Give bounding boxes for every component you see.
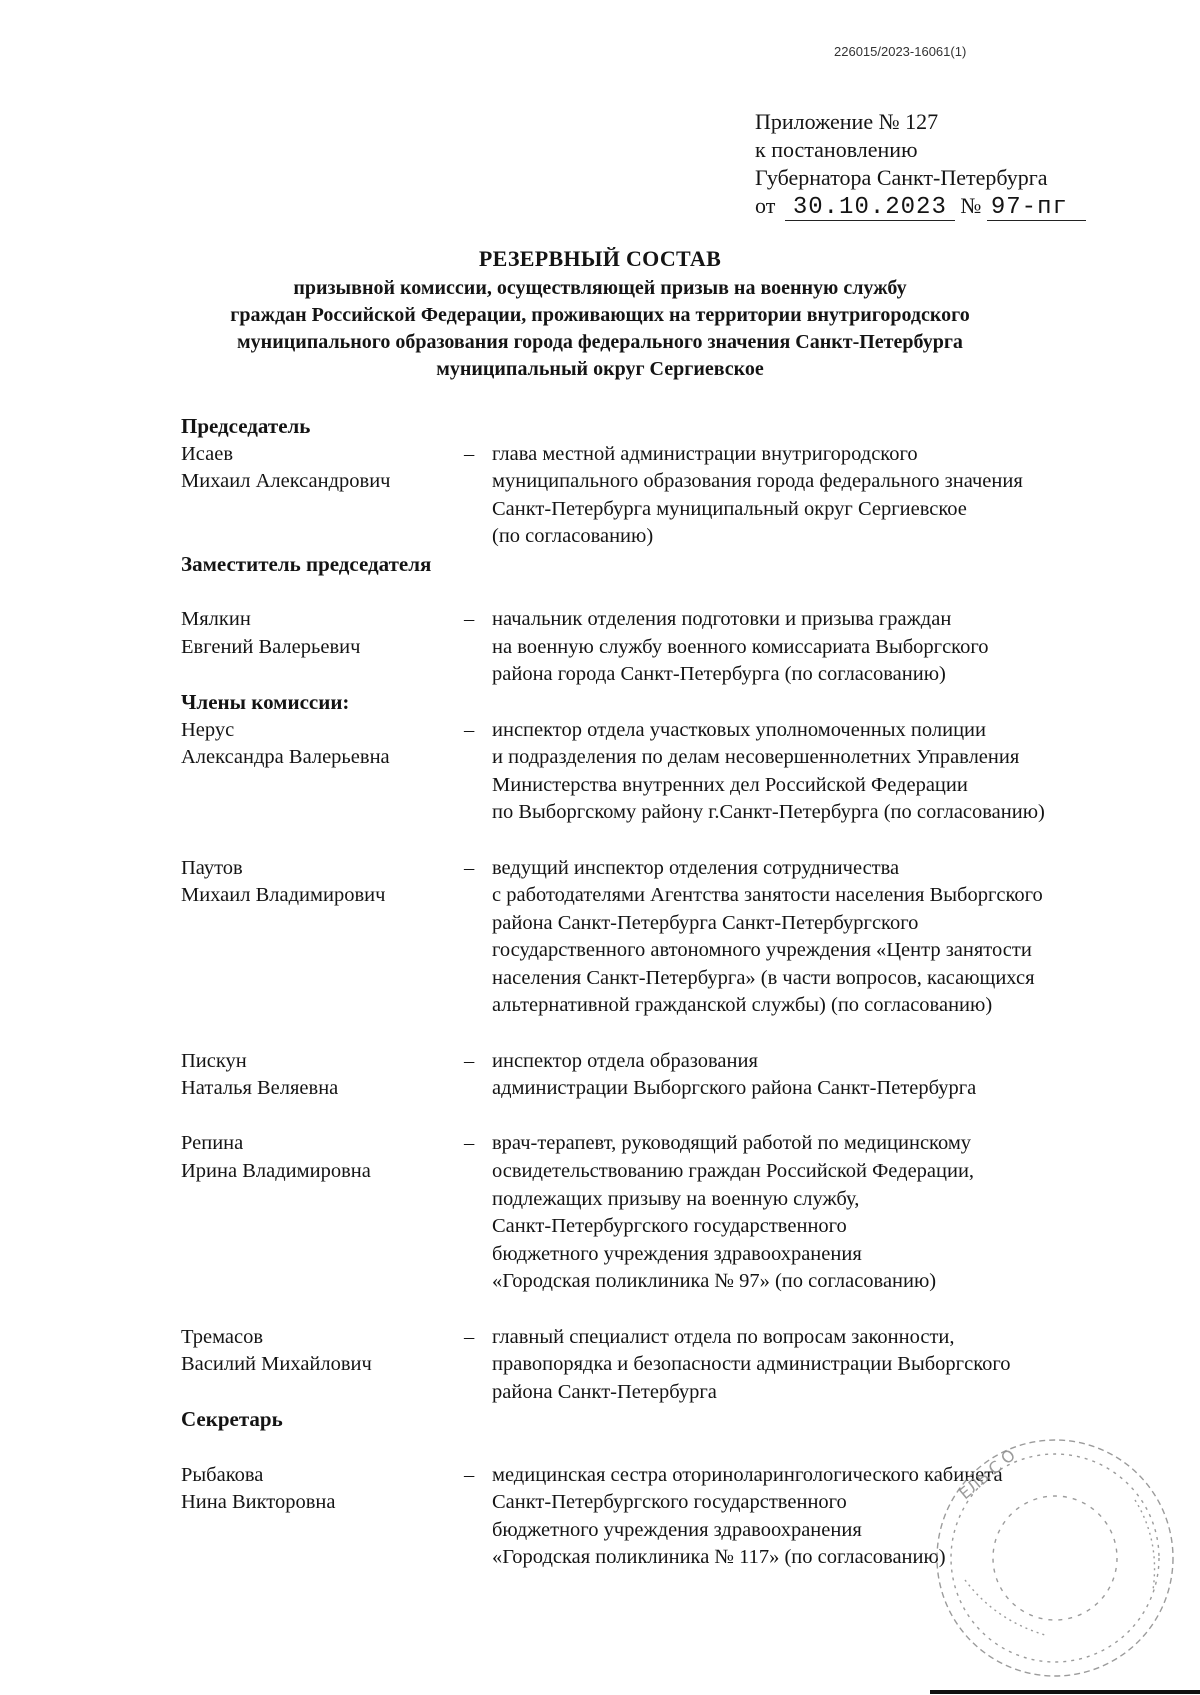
date-prefix: от: [755, 193, 776, 218]
member-name: Репина Ирина Владимировна: [181, 1132, 371, 1183]
member-name: Тремасов Василий Михайлович: [181, 1325, 372, 1376]
dash-separator: –: [464, 718, 475, 741]
decree-number: 97-пг: [987, 196, 1086, 221]
title-line: граждан Российской Федерации, проживающих на территории внутригородского: [230, 304, 970, 326]
member-role: ведущий инспектор отделения сотрудничества с работодателями Агентства занятости населения Выборгского района Санкт-Петербурга Санкт-Петербургского государственного автономного учреждения «Центр занятости населения Санкт-Петербурга» (в части вопросов, касающихся альтернативной гражданской службы) (по согласованию): [492, 856, 1043, 1017]
section-heading-deputy: Заместитель председателя: [181, 551, 432, 576]
member-role: инспектор отдела участковых уполномоченных полиции и подразделения по делам несовершеннолетних Управления Министерства внутренних дел Российской Федерации по Выборгскому району г.Санкт-Петербурга (по согласованию): [492, 718, 1045, 824]
member-role: инспектор отдела образования администрации Выборгского района Санкт-Петербурга: [492, 1049, 977, 1100]
appendix-line: к постановлению: [755, 137, 918, 162]
appendix-block: [755, 108, 1135, 221]
appendix-line: Губернатора Санкт-Петербурга: [755, 165, 1048, 190]
dash-separator: –: [464, 1049, 475, 1072]
title-line: призывной комиссии, осуществляющей призыв на военную службу: [293, 277, 907, 299]
commission-list: [181, 413, 1171, 1572]
member-entry: [181, 855, 1171, 1021]
member-name: Пискун Наталья Веляевна: [181, 1049, 339, 1100]
title-line: муниципального образования города федерального значения Санкт-Петербурга: [237, 331, 963, 353]
document-title: [0, 243, 1200, 383]
member-name: Паутов Михаил Владимирович: [181, 856, 386, 907]
member-entry: [181, 1048, 1171, 1103]
member-name: Рыбакова Нина Викторовна: [181, 1463, 336, 1514]
section-heading-secretary: Секретарь: [181, 1407, 283, 1432]
member-role: главный специалист отдела по вопросам законности, правопорядка и безопасности администрации Выборгского района Санкт-Петербурга: [492, 1325, 1011, 1403]
decree-date: 30.10.2023: [785, 196, 955, 221]
member-name: Мялкин Евгений Валерьевич: [181, 608, 361, 658]
member-role: медицинская сестра оториноларингологического кабинета Санкт-Петербургского государственного бюджетного учреждения здравоохранения «Городская поликлиника № 117» (по согласованию): [492, 1463, 1003, 1569]
dash-separator: –: [464, 1325, 475, 1348]
dash-separator: –: [464, 1132, 475, 1155]
member-name: Исаев Михаил Александрович: [181, 442, 391, 493]
title-line: муниципальный округ Сергиевское: [436, 358, 764, 380]
title-main: РЕЗЕРВНЫЙ СОСТАВ: [478, 246, 722, 271]
seal-text: ЕЛЬ С О: [955, 1445, 1019, 1504]
member-entry: [181, 441, 1171, 551]
dash-separator: –: [464, 442, 475, 465]
number-prefix: №: [960, 193, 982, 218]
member-entry: [181, 1324, 1171, 1407]
appendix-date-line: [755, 192, 1135, 221]
dash-separator: –: [464, 608, 475, 631]
member-role: врач-терапевт, руководящий работой по медицинскому освидетельствованию граждан Российской Федерации, подлежащих призыву на военную службу, Санкт-Петербургского государственного бюджетного учреждения здравоохранения «Городская поликлиника № 97» (по согласованию): [492, 1132, 975, 1293]
member-role: глава местной администрации внутригородского муниципального образования города федерального значения Санкт-Петербурга муниципальный округ Сергиевское (по согласованию): [492, 442, 1023, 548]
dash-separator: –: [464, 856, 475, 879]
member-entry: [181, 1130, 1171, 1296]
member-entry: [181, 717, 1171, 827]
appendix-line: Приложение № 127: [755, 109, 939, 134]
member-role: начальник отделения подготовки и призыва граждан на военную службу военного комиссариата Выборгского района города Санкт-Петербурга (по согласованию): [492, 608, 989, 686]
doc-number: 226015/2023-16061(1): [834, 44, 967, 59]
official-seal-stamp: [925, 1430, 1185, 1685]
corner-mark: [930, 1690, 1200, 1694]
member-name: Нерус Александра Валерьевна: [181, 718, 390, 769]
dash-separator: –: [464, 1463, 475, 1486]
member-entry: [181, 606, 1171, 689]
section-heading-chairman: Председатель: [181, 414, 311, 438]
section-heading-members: Члены комиссии:: [181, 689, 350, 714]
